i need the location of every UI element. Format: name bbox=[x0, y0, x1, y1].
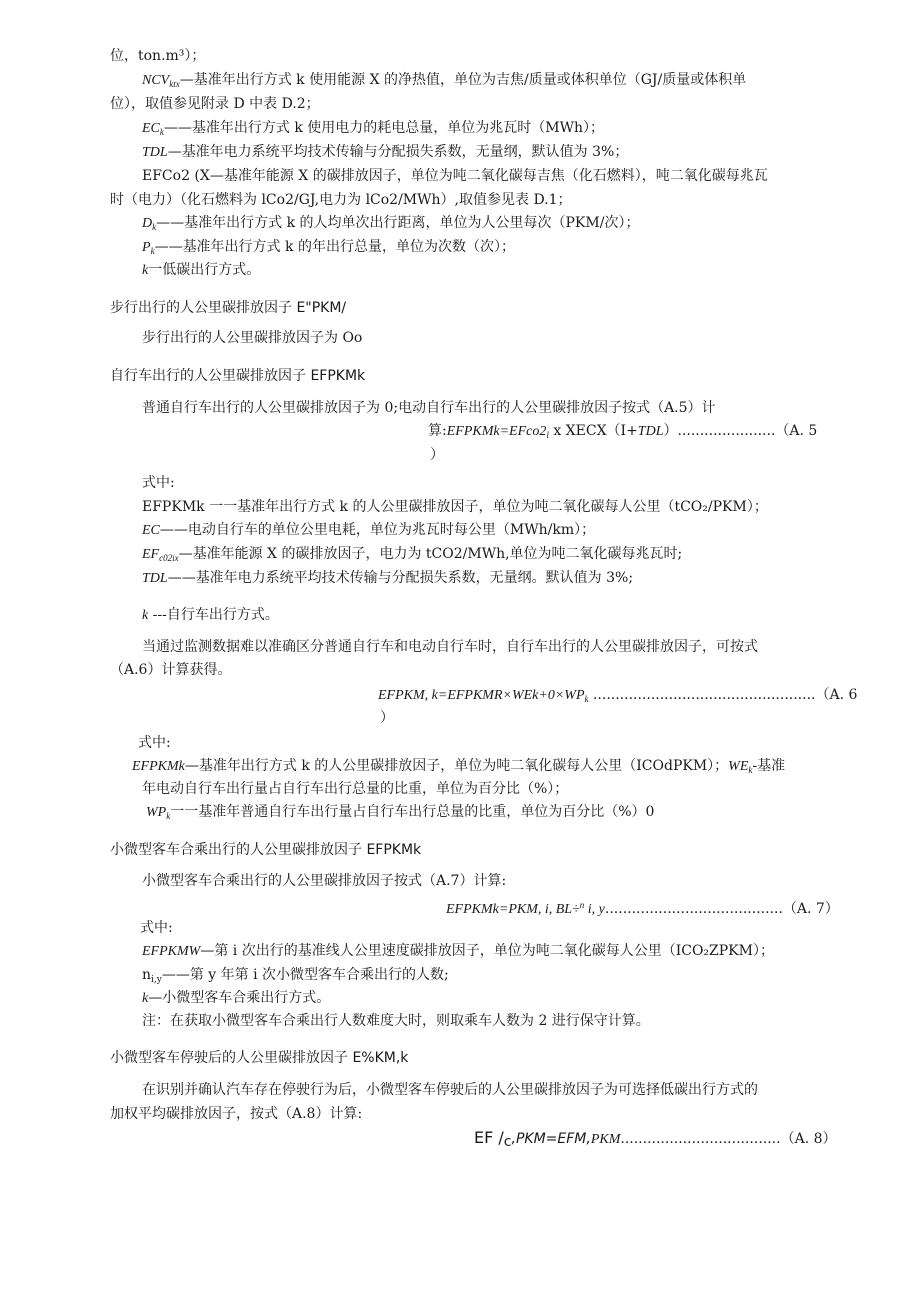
text-line: k ---自行车出行方式。 bbox=[142, 607, 279, 623]
text-line: 当通过监测数据难以准确区分普通自行车和电动自行车时，自行车出行的人公里碳排放因子，可按式 bbox=[142, 639, 758, 655]
equation-a5-close: ） bbox=[430, 447, 444, 463]
text-line: $WP_k$一一基准年普通自行车出行量占自行车出行总量的比重，单位为百分比（%）0 bbox=[146, 804, 655, 821]
section-heading-parking: 小微型客车停驶后的人公里碳排放因子 E%KM,k bbox=[110, 1050, 409, 1066]
text-line: k一低碳出行方式。 bbox=[142, 262, 261, 278]
text-line: 式中: bbox=[142, 475, 175, 491]
section-heading-walk: 步行出行的人公里碳排放因子 E"PKM/ bbox=[110, 300, 347, 316]
equation-a7: EFPKMk=PKM, i, BL÷$^n$ i, y........................................（A. 7） bbox=[446, 900, 839, 917]
text-line: $NCV_{ktx}—$基准年出行方式 k 使用能源 X 的净热值，单位为吉焦/质量或体积单位（GJ/质量或体积单 bbox=[142, 72, 747, 89]
text-line: 位，ton.m³）； bbox=[110, 48, 206, 64]
section-heading-carpool: 小微型客车合乘出行的人公里碳排放因子 EFPKMk bbox=[110, 842, 422, 858]
text-line: 时（电力）（化石燃料为 lCo2/GJ,电力为 lCo2/MWh）,取值参见表 D.1； bbox=[110, 192, 572, 208]
text-line: 位），取值参见附录 D 中表 D.2； bbox=[110, 96, 320, 112]
text-line: EC——电动自行车的单位公里电耗，单位为兆瓦时每公里（MWh/km）； bbox=[142, 522, 596, 538]
text-line: 普通自行车出行的人公里碳排放因子为 0;电动自行车出行的人公里碳排放因子按式（A.5）计 bbox=[142, 400, 716, 416]
text-line: EFPKMW—第 i 次出行的基准线人公里速度碳排放因子，单位为吨二氧化碳每人公里（ICO₂ZPKM）； bbox=[142, 943, 774, 959]
text-line: k—小微型客车合乘出行方式。 bbox=[142, 990, 331, 1006]
text-line: $P_k——$基准年出行方式 k 的年出行总量，单位为次数（次）； bbox=[142, 239, 515, 256]
section-heading-bike: 自行车出行的人公里碳排放因子 EFPKMk bbox=[110, 368, 366, 384]
text-line: EFCo2 (X—基准年能源 X 的碳排放因子，单位为吨二氧化碳每吉焦（化石燃料），吨二氧化碳每兆瓦 bbox=[142, 168, 768, 184]
note-text: 注：在获取小微型客车合乘出行人数难度大时，则取乘车人数为 2 进行保守计算。 bbox=[142, 1013, 650, 1029]
text-line: $EC_k——$基准年出行方式 k 使用电力的耗电总量，单位为兆瓦时（MWh）； bbox=[142, 120, 605, 137]
text-line: （A.6）计算获得。 bbox=[110, 662, 232, 678]
text-line: 式中: bbox=[140, 920, 173, 936]
text-line: $D_k——$基准年出行方式 k 的人均单次出行距离，单位为人公里每次（PKM/次）； bbox=[142, 215, 640, 232]
text-line: 加权平均碳排放因子，按式（A.8）计算: bbox=[110, 1106, 363, 1122]
equation-a6: EFPKM, $k=EFPKMR\times WEk+0\times WP_k$ ..................................................（A. 6 bbox=[378, 687, 858, 704]
text-line: 式中: bbox=[138, 735, 171, 751]
equation-a8: EF $/_c,PKM=EFM,PKM....................................(A$. 8） bbox=[474, 1128, 837, 1150]
text-line: 年电动自行车出行量占自行车出行总量的比重，单位为百分比（%）； bbox=[142, 781, 569, 797]
text-line: $n_{i,y}——$第 y 年第 i 次小微型客车合乘出行的人数; bbox=[142, 967, 449, 985]
equation-a5: 算$:EFPKMk=EFco2_l$ x XECX（I+TDL）......................（A. 5 bbox=[428, 423, 818, 440]
text-line: 在识别并确认汽车存在停驶行为后，小微型客车停驶后的人公里碳排放因子为可选择低碳出行方式的 bbox=[142, 1082, 758, 1098]
text-line: 小微型客车合乘出行的人公里碳排放因子按式（A.7）计算: bbox=[142, 873, 507, 889]
text-line: $EF_{c02ix}—$基准年能源 X 的碳排放因子，电力为 tCO2/MWh,单位为吨二氧化碳每兆瓦时; bbox=[142, 546, 683, 563]
text-line: TDL—基准年电力系统平均技术传输与分配损失系数，无量纲，默认值为 3%； bbox=[142, 144, 629, 160]
equation-a6-close: ） bbox=[380, 710, 394, 726]
text-line: TDL——基准年电力系统平均技术传输与分配损失系数，无量纲。默认值为 3%; bbox=[142, 570, 634, 586]
text-line: EFPKMk 一一基准年出行方式 k 的人公里碳排放因子，单位为吨二氧化碳每人公里（tCO₂/PKM）； bbox=[142, 499, 768, 515]
text-line: 步行出行的人公里碳排放因子为 Oo bbox=[142, 330, 363, 346]
text-line: EFPKMk—基准年出行方式 k 的人公里碳排放因子，单位为吨二氧化碳每人公里（ICOdPKM）；$WE_k-$基准 bbox=[132, 758, 786, 775]
